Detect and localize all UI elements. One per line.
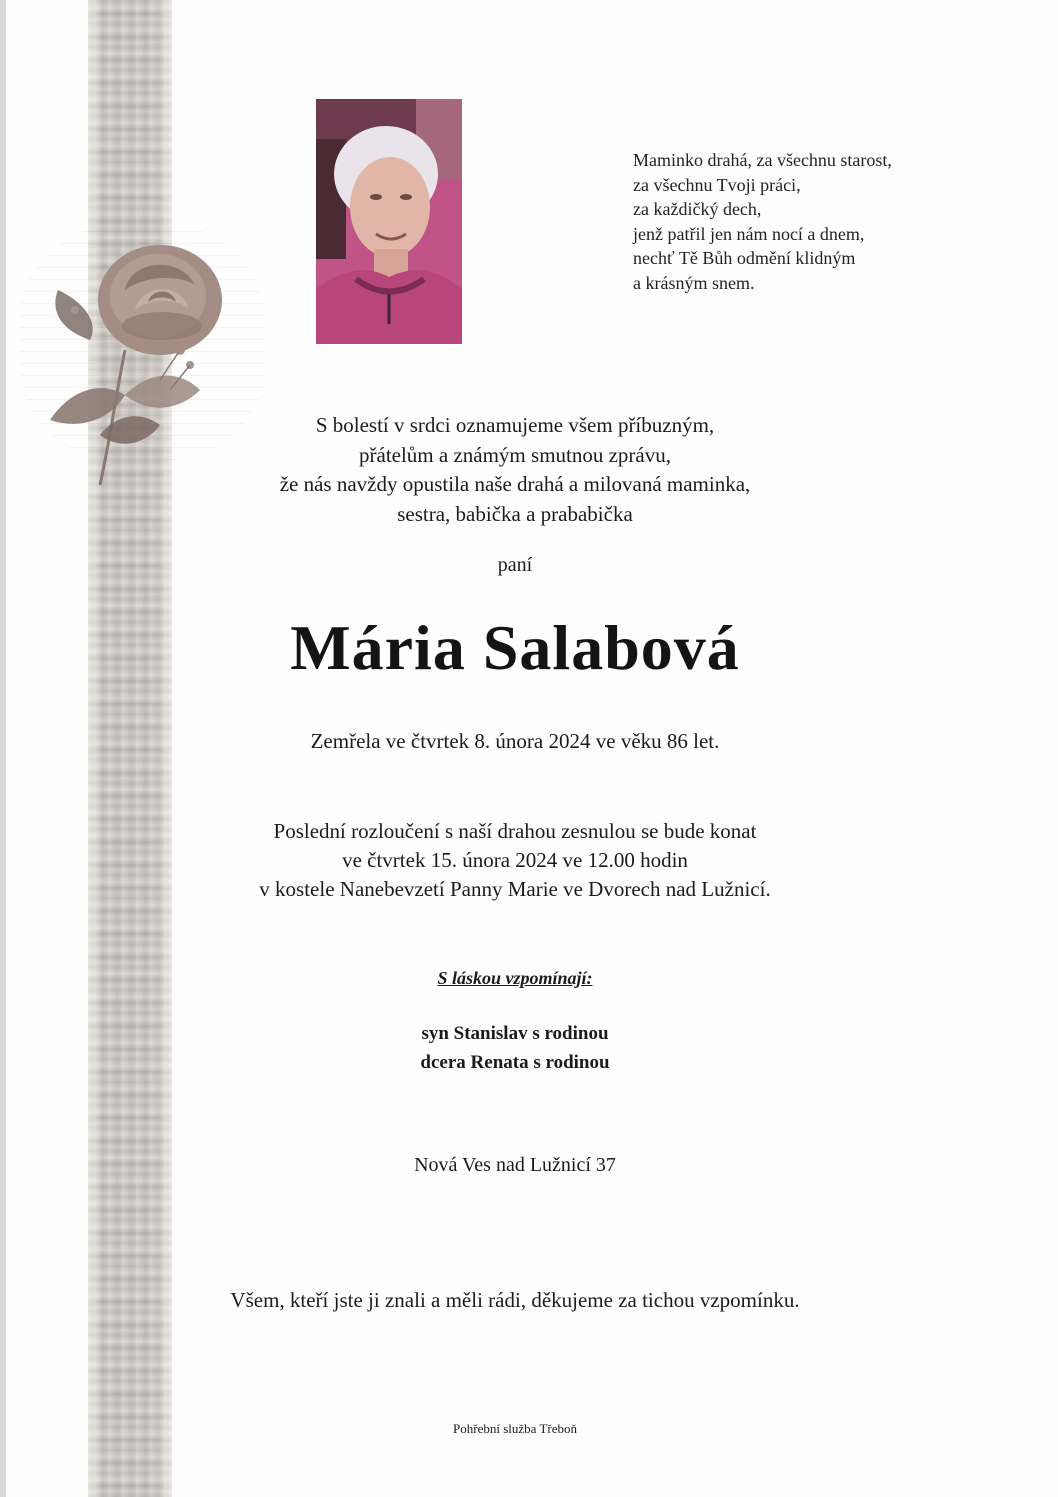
funeral-line: Poslední rozloučení s naší drahou zesnulou se bude konat bbox=[273, 819, 757, 843]
funeral-service-footer: Pohřební služba Třeboň bbox=[453, 1421, 577, 1436]
poem-line: nechť Tě Bůh odmění klidným bbox=[633, 248, 856, 268]
announcement-line: S bolestí v srdci oznamujeme všem příbuzným, bbox=[315, 413, 715, 437]
poem-line: jenž patřil jen nám nocí a dnem, bbox=[633, 223, 865, 244]
thanks-line: Všem, kteří jste ji znali a měli rádi, děkujeme za tichou vzpomínku. bbox=[230, 1288, 800, 1312]
announcement bbox=[172, 411, 858, 529]
deceased-name: Mária Salabová bbox=[290, 612, 740, 683]
family-list bbox=[172, 1019, 858, 1077]
funeral-info bbox=[172, 817, 858, 904]
announcement-line: sestra, babička a prababička bbox=[397, 501, 633, 526]
announcement-line: přátelům a známým smutnou zprávu, bbox=[359, 442, 671, 467]
funeral-line: ve čtvrtek 15. února 2024 ve 12.00 hodin bbox=[342, 848, 688, 872]
poem-line: a krásným snem. bbox=[633, 272, 755, 293]
family-member: dcera Renata s rodinou bbox=[420, 1052, 610, 1073]
scan-edge bbox=[0, 0, 6, 1497]
funeral-line: v kostele Nanebevzetí Panny Marie ve Dvorech nad Lužnicí. bbox=[259, 877, 771, 901]
salutation: paní bbox=[497, 554, 533, 576]
poem-line: Maminko drahá, za všechnu starost, bbox=[633, 150, 892, 170]
death-notice: Zemřela ve čtvrtek 8. února 2024 ve věku 86 let. bbox=[310, 729, 720, 753]
poem-line: za každičký dech, bbox=[633, 199, 762, 219]
remembrance-heading: S láskou vzpomínají: bbox=[437, 968, 593, 988]
announcement-line: že nás navždy opustila naše drahá a milovaná maminka, bbox=[279, 472, 751, 496]
family-member: syn Stanislav s rodinou bbox=[421, 1023, 609, 1044]
address: Nová Ves nad Lužnicí 37 bbox=[414, 1154, 616, 1176]
poem-line: za všechnu Tvoji práci, bbox=[633, 174, 801, 195]
portrait-photo bbox=[316, 99, 462, 344]
poem bbox=[633, 148, 963, 295]
